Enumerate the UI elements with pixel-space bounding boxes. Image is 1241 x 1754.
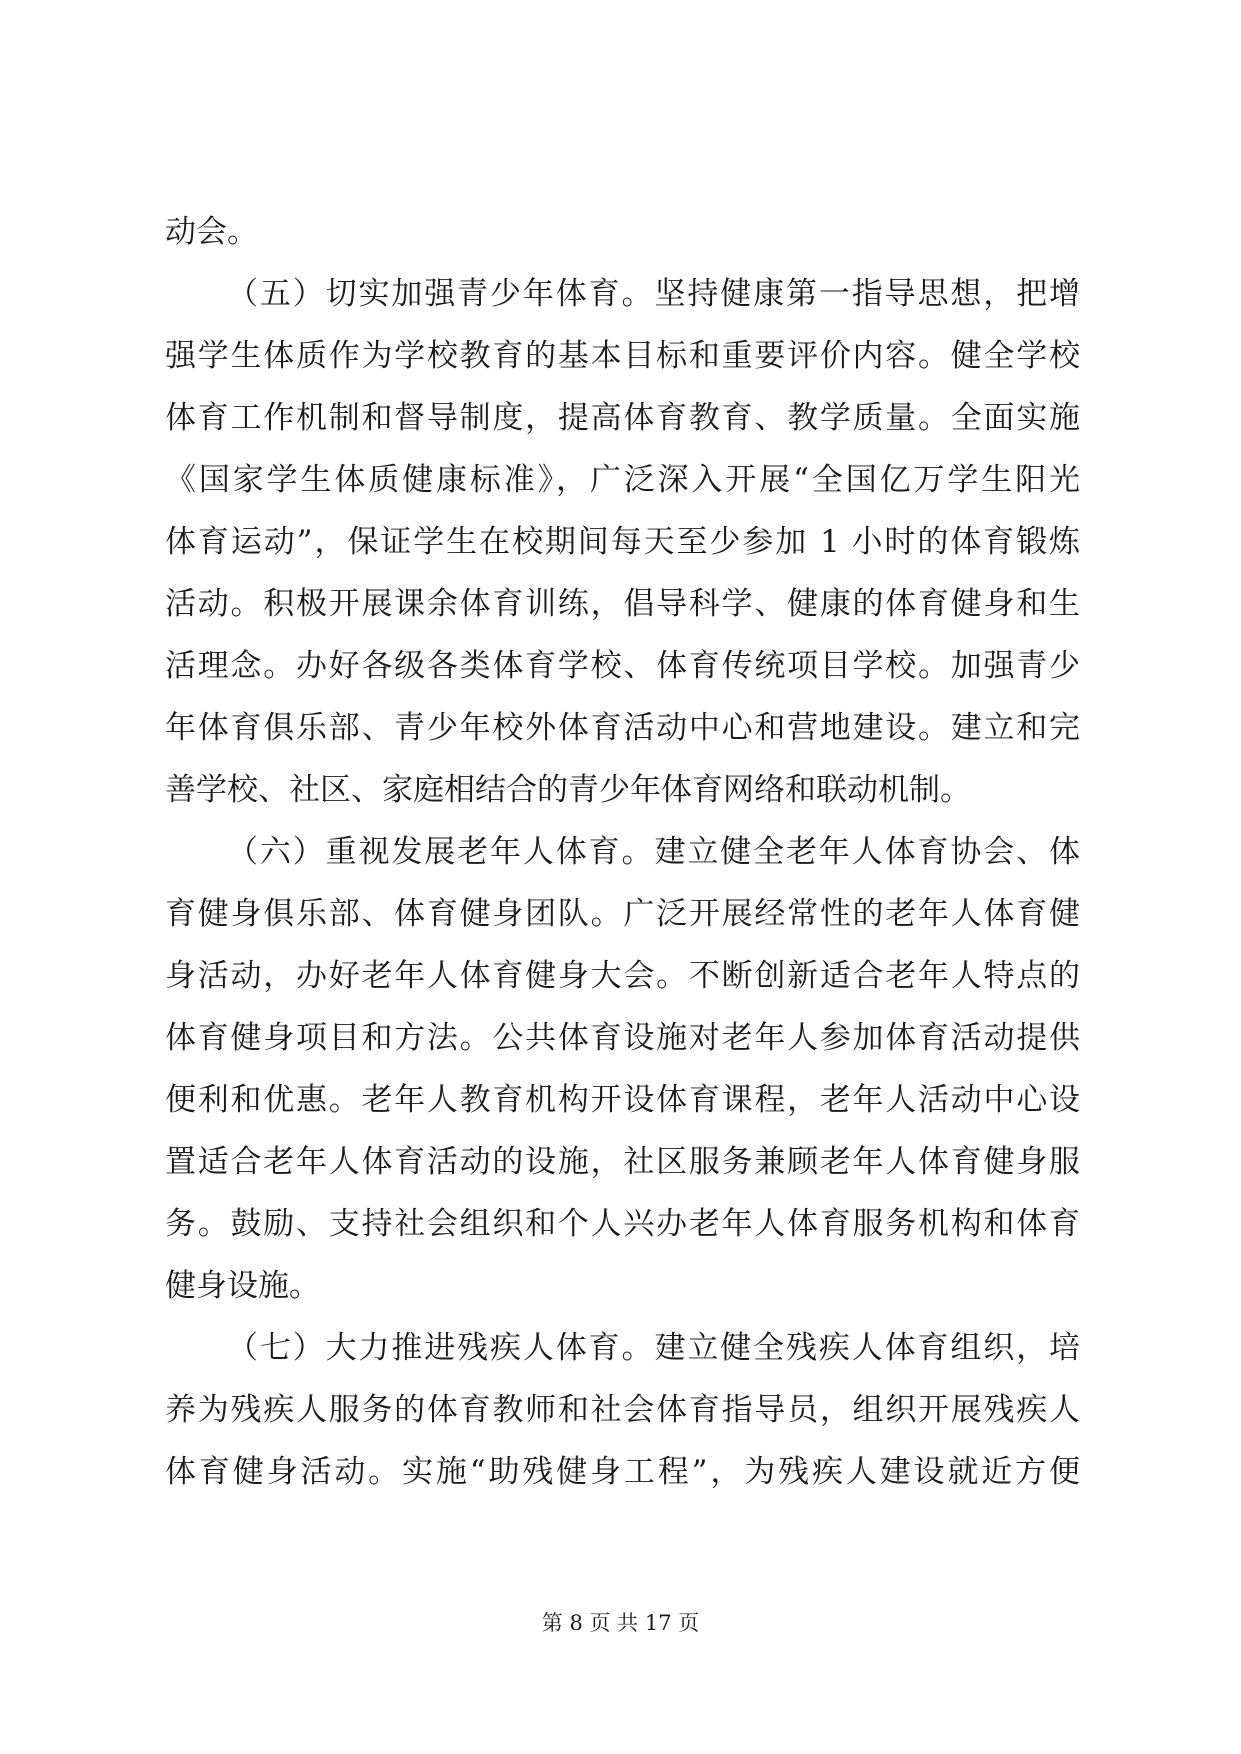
paragraph-heading-line: （六）重视发展老年人体育。建立健全老年人体育协会、体 (227, 834, 1080, 870)
text-line: 年体育俱乐部、青少年校外体育活动中心和营地建设。建立和完 (165, 710, 1080, 746)
text-line: 身活动，办好老年人体育健身大会。不断创新适合老年人特点的 (165, 958, 1080, 994)
text-line: 体育健身项目和方法。公共体育设施对老年人参加体育活动提供 (165, 1020, 1080, 1056)
text-line: 善学校、社区、家庭相结合的青少年体育网络和联动机制。 (165, 772, 971, 808)
text-line: 体育工作机制和督导制度，提高体育教育、教学质量。全面实施 (165, 400, 1080, 436)
text-line: 养为残疾人服务的体育教师和社会体育指导员，组织开展残疾人 (165, 1392, 1080, 1428)
text-line: 体育健身活动。实施“助残健身工程”，为残疾人建设就近方便 (165, 1454, 1080, 1490)
paragraph-heading-line: （五）切实加强青少年体育。坚持健康第一指导思想，把增 (227, 276, 1080, 312)
text-line: 便利和优惠。老年人教育机构开设体育课程，老年人活动中心设 (165, 1082, 1080, 1118)
text-line: 置适合老年人体育活动的设施，社区服务兼顾老年人体育健身服 (165, 1144, 1080, 1180)
text-line: 活理念。办好各级各类体育学校、体育传统项目学校。加强青少 (165, 648, 1080, 684)
page-footer: 第 8 页 共 17 页 (541, 1611, 700, 1635)
text-line: 活动。积极开展课余体育训练，倡导科学、健康的体育健身和生 (165, 586, 1080, 622)
text-line: 《国家学生体质健康标准》，广泛深入开展“全国亿万学生阳光 (165, 462, 1080, 498)
paragraph-heading-line: （七）大力推进残疾人体育。建立健全残疾人体育组织，培 (227, 1330, 1080, 1366)
text-line: 务。鼓励、支持社会组织和个人兴办老年人体育服务机构和体育 (165, 1206, 1080, 1242)
text-line: 健身设施。 (165, 1268, 320, 1304)
text-line: 动会。 (165, 214, 258, 250)
text-line: 强学生体质作为学校教育的基本目标和重要评价内容。健全学校 (165, 338, 1080, 374)
text-line: 体育运动”，保证学生在校期间每天至少参加 1 小时的体育锻炼 (165, 524, 1080, 560)
text-line: 育健身俱乐部、体育健身团队。广泛开展经常性的老年人体育健 (165, 896, 1080, 932)
